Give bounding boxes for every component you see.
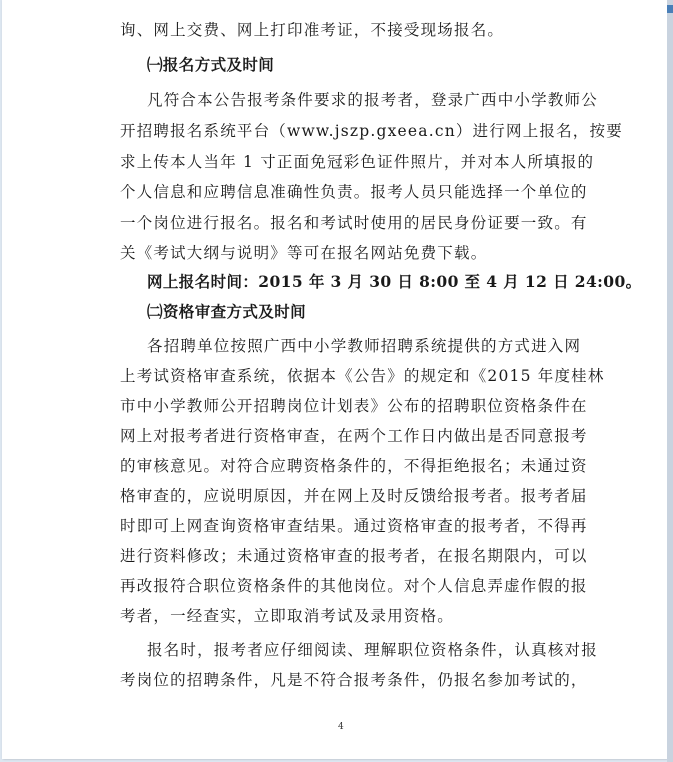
- text-line: 开招聘报名系统平台（www.jszp.gxeea.cn）进行网上报名，按要: [120, 122, 623, 140]
- text-line: 网上对报考者进行资格审查，在两个工作日内做出是否同意报考: [120, 427, 588, 445]
- scroll-position-marker[interactable]: [667, 5, 673, 13]
- text-line: 一个岗位进行报名。报名和考试时使用的居民身份证要一致。有: [120, 214, 588, 232]
- page-number: 4: [338, 722, 344, 732]
- text-line: 凡符合本公告报考条件要求的报考者，登录广西中小学教师公: [147, 91, 598, 109]
- section-heading: ㈠报名方式及时间: [147, 55, 275, 74]
- text-line: 各招聘单位按照广西中小学教师招聘系统提供的方式进入网: [147, 337, 582, 355]
- text-line: 再改报符合职位资格条件的其他岗位。对个人信息弄虚作假的报: [120, 577, 588, 595]
- text-line: 个人信息和应聘信息准确性负责。报考人员只能选择一个单位的: [120, 183, 588, 201]
- text-line: 询、网上交费、网上打印准考证，不接受现场报名。: [120, 21, 505, 39]
- scrollbar[interactable]: [667, 0, 673, 762]
- text-line: 报名时，报考者应仔细阅读、理解职位资格条件，认真核对报: [147, 641, 598, 659]
- text-line: 关《考试大纲与说明》等可在报名网站免费下载。: [120, 244, 488, 262]
- text-line: 考者，一经查实，立即取消考试及录用资格。: [120, 607, 455, 625]
- text-line: 进行资料修改；未通过资格审查的报考者，在报名期限内，可以: [120, 547, 588, 565]
- text-line: 上考试资格审查系统，依据本《公告》的规定和《2015 年度桂林: [120, 367, 605, 385]
- text-line: 市中小学教师公开招聘岗位计划表》公布的招聘职位资格条件在: [120, 397, 588, 415]
- text-line: 的审核意见。对符合应聘资格条件的，不得拒绝报名；未通过资: [120, 457, 588, 475]
- text-line: 格审查的，应说明原因，并在网上及时反馈给报考者。报考者届: [120, 487, 588, 505]
- text-line: 时即可上网查询资格审查结果。通过资格审查的报考者，不得再: [120, 517, 588, 535]
- registration-time: 网上报名时间：2015 年 3 月 30 日 8:00 至 4 月 12 日 24:00。: [147, 272, 642, 291]
- document-page: [2, 0, 667, 759]
- text-line: 考岗位的招聘条件，凡是不符合报考条件，仍报名参加考试的，: [120, 671, 588, 689]
- text-line: 求上传本人当年 1 寸正面免冠彩色证件照片，并对本人所填报的: [120, 153, 595, 171]
- section-heading: ㈡资格审查方式及时间: [147, 302, 307, 321]
